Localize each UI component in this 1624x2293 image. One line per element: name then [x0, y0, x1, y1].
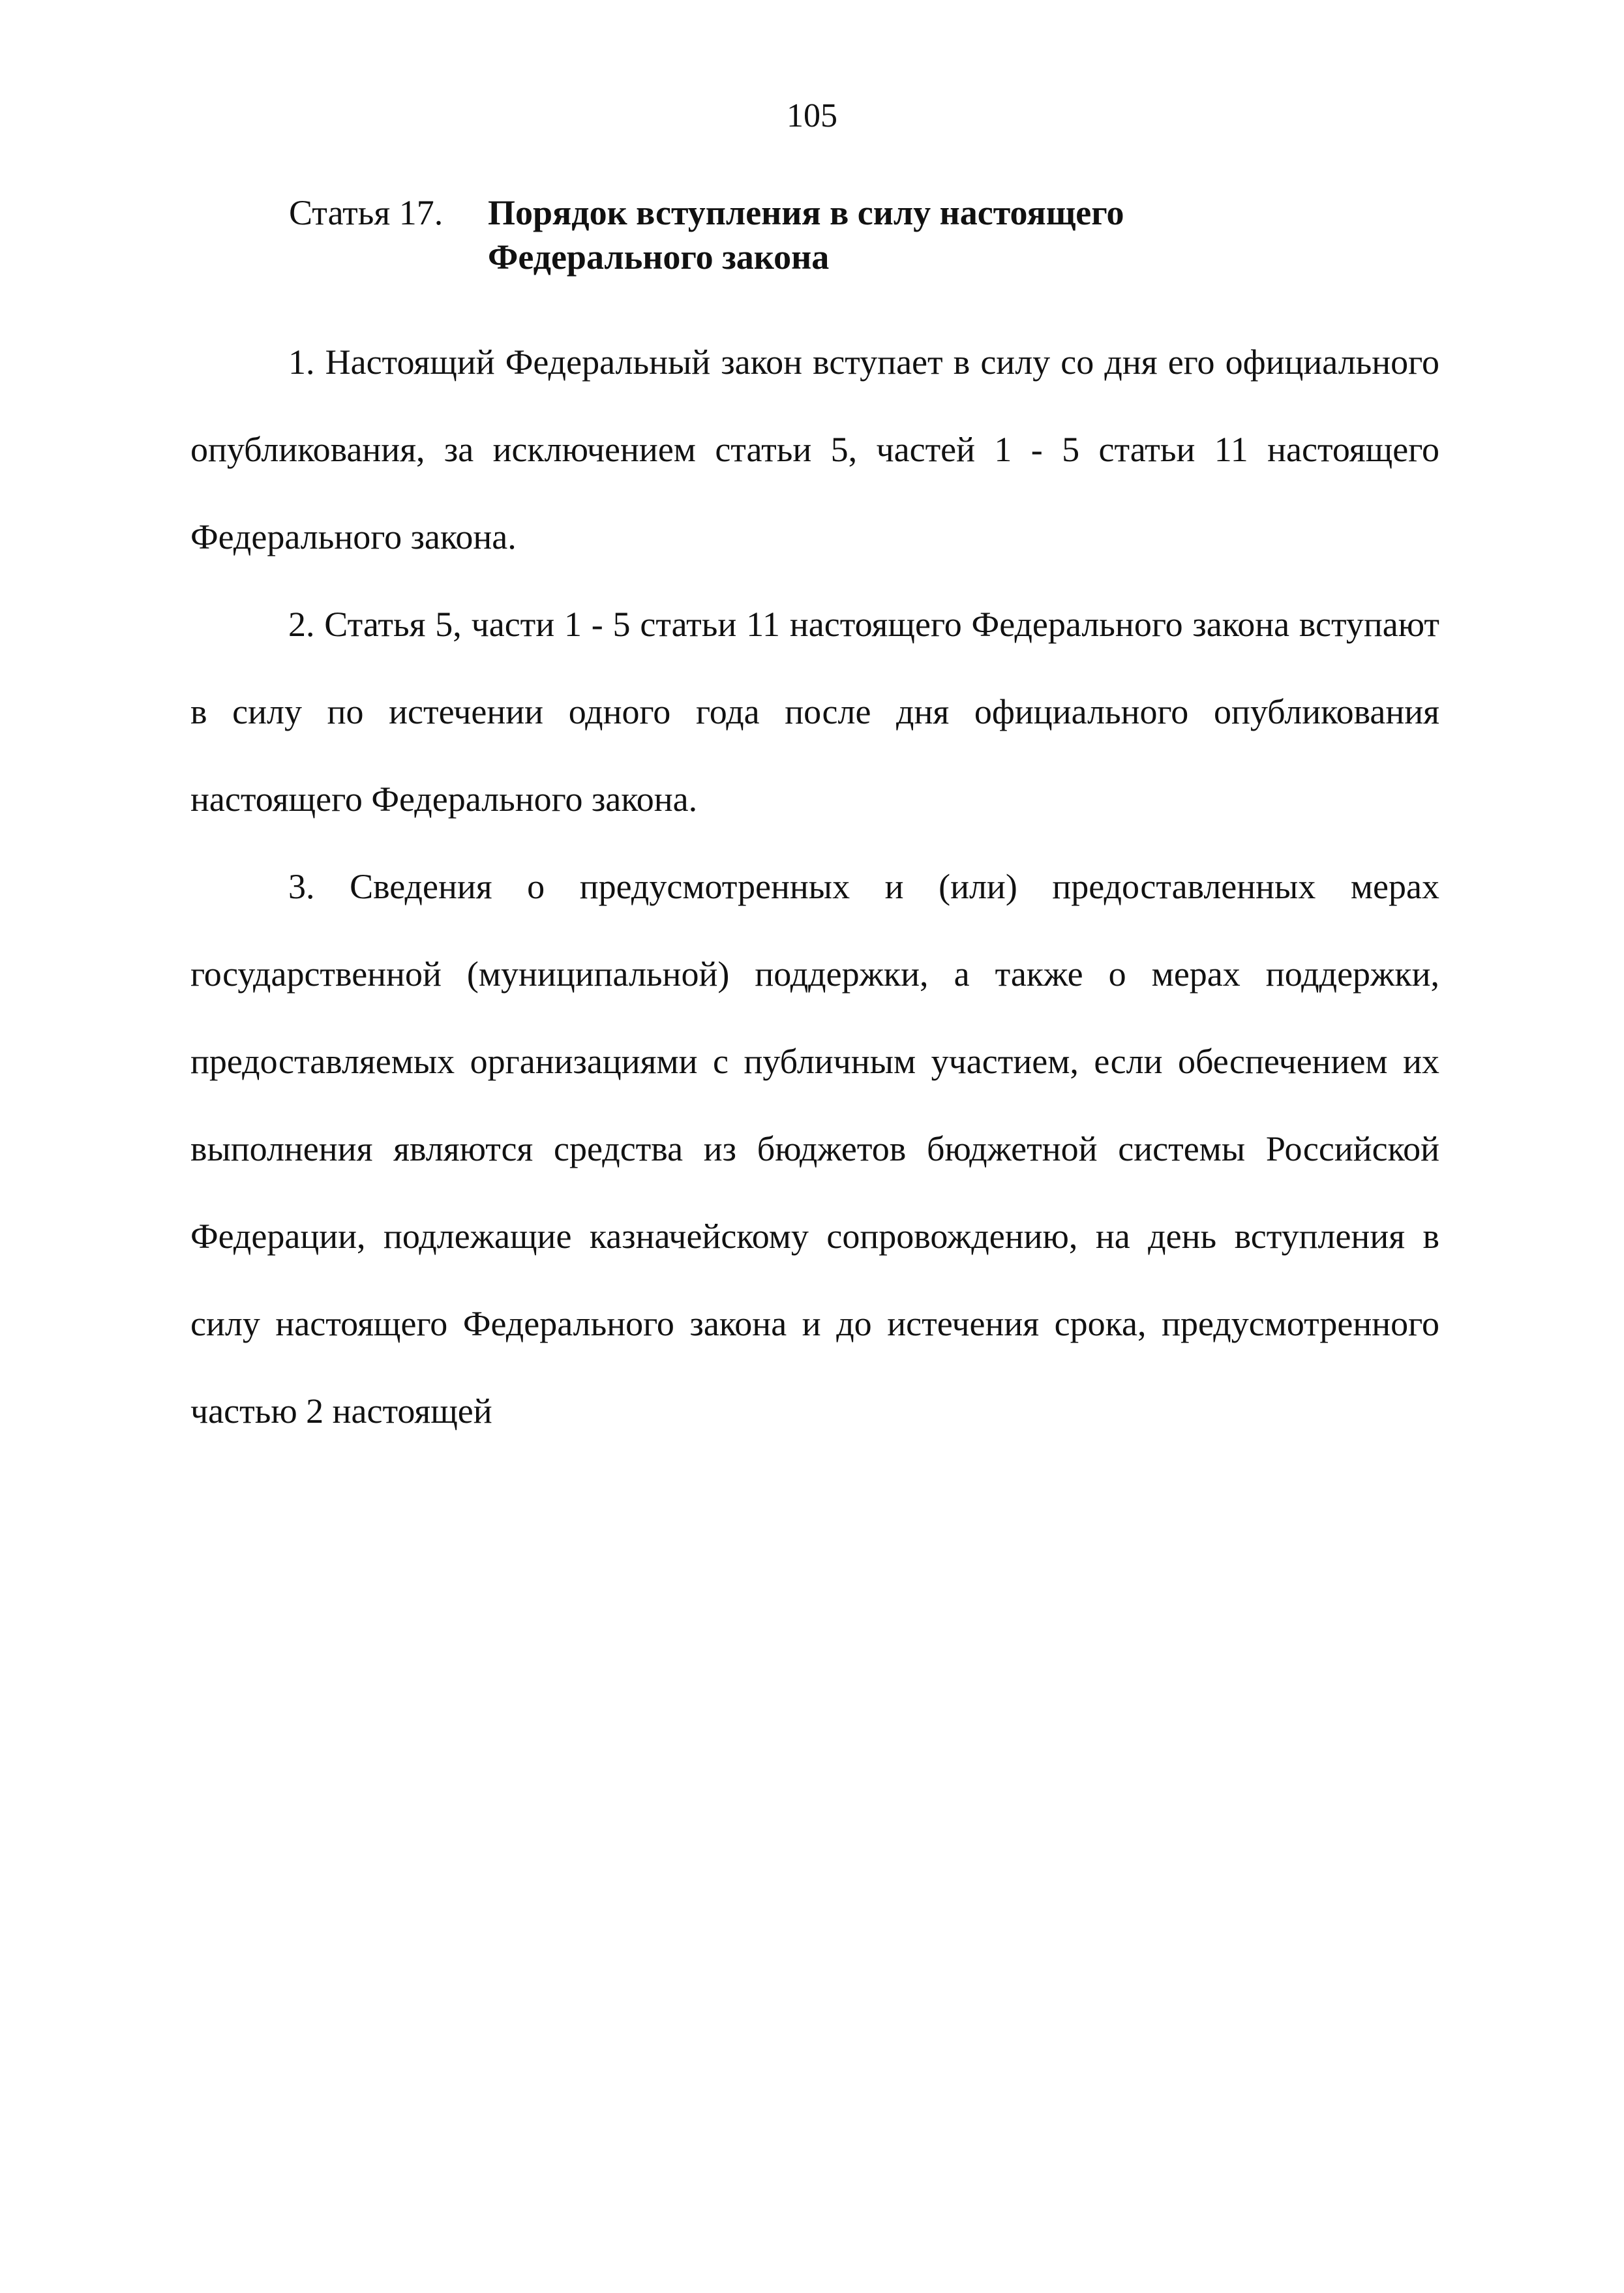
article-label: Статья 17.	[289, 193, 444, 232]
page-number: 105	[787, 97, 837, 134]
article-body	[190, 318, 1439, 1455]
paragraph-3: 3. Сведения о предусмотренных и (или) предоставленных мерах государственной (муниципальной) поддержки, а также о мерах поддержки, предоставляемых организациями с публичным участием, если обеспечением их выполнения являются средства из бюджетов бюджетной системы Российской Федерации, подлежащие казначейскому сопровождению, на день вступления в силу настоящего Федерального закона и до истечения срока, предусмотренного частью 2 настоящей	[190, 867, 1439, 1431]
paragraph-1: 1. Настоящий Федеральный закон вступает в силу со дня его официального опубликования, за исключением статьи 5, частей 1 - 5 статьи 11 настоящего Федерального закона.	[190, 342, 1439, 556]
paragraph-2: 2. Статья 5, части 1 - 5 статьи 11 настоящего Федерального закона вступают в силу по истечении одного года после дня официального опубликования настоящего Федерального закона.	[190, 605, 1439, 819]
article-title: Порядок вступления в силу настоящего Федерального закона	[488, 193, 1124, 277]
